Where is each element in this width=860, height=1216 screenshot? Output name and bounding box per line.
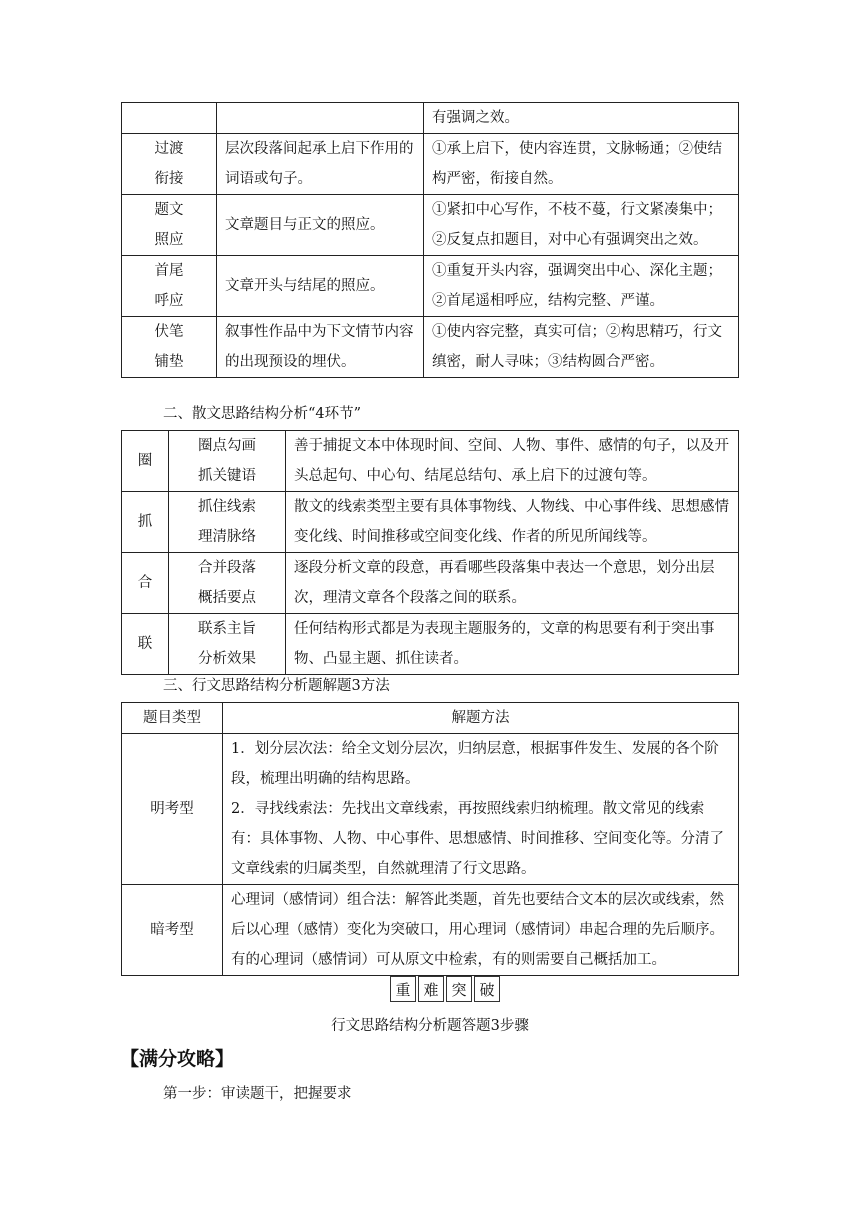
table-row: [122, 195, 739, 256]
technique-effect: 有强调之效。: [424, 103, 739, 134]
table-row: [122, 734, 739, 885]
technique-name: 过渡 衔接: [122, 134, 217, 195]
three-methods-table: [121, 702, 739, 976]
step-description: 善于捕捉文本中体现时间、空间、人物、事件、感情的句子，以及开头总起句、中心句、结尾总结句、承上启下的过渡句等。: [286, 431, 739, 492]
difficulty-box: 破: [474, 976, 500, 1002]
step-one: 第一步：审读题干，把握要求: [163, 1086, 352, 1102]
technique-name: [122, 103, 217, 134]
step-name: 抓住线索 理清脉络: [169, 492, 286, 553]
step-description: 散文的线索类型主要有具体事物线、人物线、中心事件线、思想感情变化线、时间推移或空间变化线、作者的所见所闻线等。: [286, 492, 739, 553]
solution-method: 心理词（感情词）组合法：解答此类题，首先也要结合文本的层次或线索，然后以心理（感情）变化为突破口，用心理词（感情词）串起合理的先后顺序。有的心理词（感情词）可从原文中检索，有的则需要自己概括加工。: [223, 885, 739, 976]
four-steps-table: [121, 430, 739, 675]
technique-name: 伏笔 铺垫: [122, 317, 217, 378]
step-key: 抓: [122, 492, 169, 553]
technique-definition: [217, 103, 424, 134]
section-heading-2: 二、散文思路结构分析“4环节”: [163, 406, 362, 422]
step-name: 合并段落 概括要点: [169, 553, 286, 614]
table-row: [122, 134, 739, 195]
technique-definition: 文章题目与正文的照应。: [217, 195, 424, 256]
difficulty-box: 难: [418, 976, 444, 1002]
step-description: 任何结构形式都是为表现主题服务的，文章的构思要有利于突出事物、凸显主题、抓住读者。: [286, 614, 739, 675]
technique-effect: ①重复开头内容，强调突出中心、深化主题；②首尾遥相呼应，结构完整、严谨。: [424, 256, 739, 317]
step-name: 联系主旨 分析效果: [169, 614, 286, 675]
table-row: [122, 431, 739, 492]
step-description: 逐段分析文章的段意，再看哪些段落集中表达一个意思，划分出层次，理清文章各个段落之间的联系。: [286, 553, 739, 614]
technique-definition: 文章开头与结尾的照应。: [217, 256, 424, 317]
step-key: 联: [122, 614, 169, 675]
header-method: 解题方法: [223, 703, 739, 734]
section-heading-3: 三、行文思路结构分析题解题3方法: [163, 678, 390, 694]
strategy-heading: 【满分攻略】: [120, 1048, 235, 1070]
table-header-row: [122, 703, 739, 734]
difficulty-box: 重: [390, 976, 416, 1002]
step-key: 圈: [122, 431, 169, 492]
header-type: 题目类型: [122, 703, 223, 734]
table-row: [122, 492, 739, 553]
step-name: 圈点勾画 抓关键语: [169, 431, 286, 492]
question-type: 暗考型: [122, 885, 223, 976]
technique-name: 首尾 呼应: [122, 256, 217, 317]
key-difficulty-boxes: [390, 976, 500, 1002]
table-row: [122, 614, 739, 675]
technique-definition: 叙事性作品中为下文情节内容的出现预设的埋伏。: [217, 317, 424, 378]
difficulty-box: 突: [446, 976, 472, 1002]
table-row: [122, 256, 739, 317]
table-row: [122, 317, 739, 378]
technique-effect: ①紧扣中心写作，不枝不蔓，行文紧凑集中；②反复点扣题目，对中心有强调突出之效。: [424, 195, 739, 256]
technique-name: 题文 照应: [122, 195, 217, 256]
subtitle: 行文思路结构分析题答题3步骤: [331, 1018, 529, 1034]
structure-techniques-table: [121, 102, 739, 378]
step-key: 合: [122, 553, 169, 614]
technique-effect: ①使内容完整，真实可信；②构思精巧，行文缜密，耐人寻味；③结构圆合严密。: [424, 317, 739, 378]
table-row: [122, 103, 739, 134]
technique-effect: ①承上启下，使内容连贯，文脉畅通；②使结构严密，衔接自然。: [424, 134, 739, 195]
solution-method: 1．划分层次法：给全文划分层次，归纳层意，根据事件发生、发展的各个阶段，梳理出明确的结构思路。 2．寻找线索法：先找出文章线索，再按照线索归纳梳理。散文常见的线索有：具体事物、人物、中心事件、思想感情、时间推移、空间变化等。分清了文章线索的归属类型，自然就理清了行文思路。: [223, 734, 739, 885]
technique-definition: 层次段落间起承上启下作用的词语或句子。: [217, 134, 424, 195]
question-type: 明考型: [122, 734, 223, 885]
table-row: [122, 553, 739, 614]
table-row: [122, 885, 739, 976]
